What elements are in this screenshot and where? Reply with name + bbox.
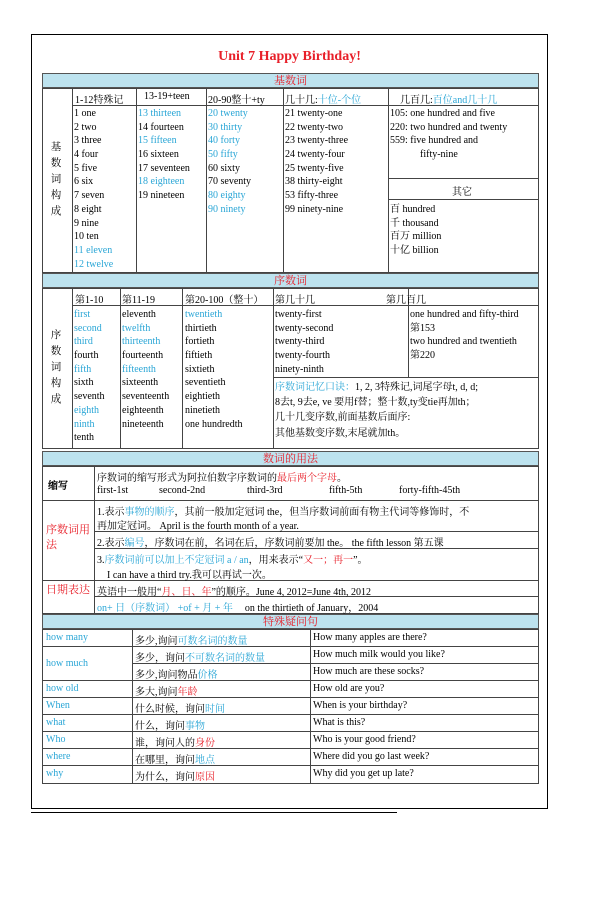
qword-who: Who: [46, 734, 66, 745]
cardinal-col-4: [285, 107, 348, 217]
list-item: twenty-third: [275, 336, 325, 348]
section-ordinal-header: 序数词: [42, 273, 539, 288]
list-item: 1 one: [74, 108, 96, 119]
list-item: ninth: [74, 418, 95, 430]
list-item: fortieth: [185, 336, 215, 348]
list-item: seventieth: [185, 377, 226, 389]
list-item: ninety-ninth: [275, 363, 324, 375]
list-item: fourteenth: [122, 350, 164, 362]
qword-why: why: [46, 768, 64, 779]
list-item: 22 twenty-two: [285, 121, 344, 133]
list-item: 第153: [410, 322, 435, 334]
date-label: 日期表达: [46, 584, 90, 596]
ordinal-header-4: 第几十几: [275, 295, 315, 306]
question-en: How old are you?: [313, 683, 385, 694]
ordinal-col-2: [122, 308, 169, 431]
abbr-label: 缩写: [48, 481, 68, 492]
question-cn: 多少，询问不可数名词的数量: [135, 653, 265, 664]
list-item: 8 eight: [74, 203, 102, 215]
question-en: How much milk would you like?: [313, 649, 445, 660]
list-item: 220: two hundred and twenty: [390, 121, 508, 133]
rule-2: 2.表示编号，序数词在前，名词在后，序数词前要加 the。 the fifth lesson 第五课: [97, 538, 444, 549]
list-item: thirtieth: [185, 322, 217, 334]
list-item: 3 three: [74, 135, 102, 147]
memo-line-4: 其他基数变序数,末尾就加th。: [275, 427, 406, 439]
question-cn: 多少,询问可数名词的数量: [135, 636, 248, 647]
ordinal-header-5: 第几百几: [386, 295, 426, 306]
list-item: one hundred and fifty-third: [410, 309, 519, 320]
list-item: tenth: [74, 432, 94, 444]
list-item: 53 fifty-three: [285, 190, 339, 202]
list-item: 10 ten: [74, 231, 99, 243]
cardinal-header-5: 几百几:百位and几十几: [400, 95, 498, 106]
qword-when: When: [46, 700, 70, 711]
ordinal-col-5: [410, 308, 519, 363]
list-item: sixth: [74, 377, 94, 389]
list-item: 40 forty: [208, 135, 240, 147]
list-item: eleventh: [122, 309, 156, 320]
memo-line-3: 几十几变序数,前面基数后面序:: [275, 412, 411, 424]
list-item: 7 seven: [74, 190, 105, 202]
question-cn: 多大,询问年龄: [135, 687, 198, 698]
cardinal-header-4: 几十几:十位-个位: [285, 95, 362, 106]
cardinal-side-label: 基 数 词 构 成: [50, 142, 62, 217]
list-item: fifty-nine: [420, 149, 458, 161]
list-item: 24 twenty-four: [285, 149, 345, 161]
qword-what: what: [46, 717, 66, 728]
qword-where: where: [46, 751, 71, 762]
qword-how-much: how much: [46, 658, 88, 669]
qword-how-many: how many: [46, 632, 88, 643]
list-item: 30 thirty: [208, 121, 243, 133]
list-item: fifth: [74, 363, 92, 375]
ordinal-header-1: 第1-10: [75, 295, 104, 306]
date-pattern: on+ 日（序数词） +of + 月 + 年 on the thirtieth of January，2004: [97, 603, 379, 614]
question-cn: 什么，询问事物: [135, 721, 205, 732]
list-item: 21 twenty-one: [285, 108, 343, 119]
list-item: sixtieth: [185, 363, 215, 375]
list-item: 23 twenty-three: [285, 135, 349, 147]
list-item: 百 hundred: [390, 204, 436, 215]
rule-3: 3.序数词前可以加上不定冠词 a / an，用来表示“又一；再一”。: [97, 555, 368, 566]
question-cn: 什么时候，询问时间: [135, 704, 225, 715]
list-item: 60 sixty: [208, 162, 240, 174]
rule-3-example: I can have a third try.我可以再试一次。: [107, 570, 272, 581]
section-cardinal-header: 基数词: [42, 73, 539, 88]
list-item: two hundred and twentieth: [410, 336, 517, 348]
question-en: Who is your good friend?: [313, 734, 416, 745]
cardinal-other-list: [390, 203, 441, 258]
ordinal-usage-label: 序数词用法: [46, 524, 90, 551]
list-item: ninetieth: [185, 404, 220, 416]
list-item: 6 six: [74, 176, 94, 188]
list-item: 11 eleven: [74, 244, 113, 256]
list-item: 17 seventeen: [138, 162, 190, 174]
ordinal-memo: [275, 381, 478, 441]
list-item: 20 twenty: [208, 108, 248, 119]
list-item: nineteenth: [122, 418, 164, 430]
memo-line-2: 8去t, 9去e, ve 要用f替；整十数,ty变tie再加th；: [275, 396, 476, 408]
question-en: What is this?: [313, 717, 366, 728]
list-item: eightieth: [185, 391, 220, 403]
list-item: second: [74, 322, 102, 334]
cardinal-col-1: [74, 107, 113, 271]
list-item: 15 fifteen: [138, 135, 177, 147]
list-item: 第220: [410, 350, 435, 362]
list-item: 70 seventy: [208, 176, 252, 188]
question-en: Where did you go last week?: [313, 751, 430, 762]
list-item: 18 eighteen: [138, 176, 185, 188]
questions-table: [42, 629, 539, 784]
ordinal-col-1: [74, 308, 105, 445]
question-en: When is your birthday?: [313, 700, 408, 711]
question-en: Why did you get up late?: [313, 768, 414, 779]
list-item: eighteenth: [122, 404, 164, 416]
list-item: 38 thirty-eight: [285, 176, 343, 188]
list-item: fifteenth: [122, 363, 156, 375]
rule-1-cont: 再加定冠词。 April is the fourth month of a year.: [97, 521, 299, 532]
list-item: seventh: [74, 391, 105, 403]
list-item: 19 nineteen: [138, 190, 185, 202]
list-item: 50 fifty: [208, 149, 238, 161]
section-special-header: 特殊疑问句: [42, 614, 539, 629]
question-cn: 谁，询问人的身份: [135, 738, 215, 749]
list-item: 25 twenty-five: [285, 162, 344, 174]
ordinal-header-3: 第20-100（整十）: [185, 295, 264, 306]
worksheet-page: Unit 7 Happy Birthday! 基数词 基 数 词 构 成 1-12特殊记 13-19+teen 20-90整十+ty 几十几:十位-个位 几百几:百位and几十几 1 one 2 two 3 three 4 four 5 five 6 six 7 seven 8 eight 9 nine 10 ten 11 eleven 12 twelve 13 thirteen 14 fourteen 15 fifteen 16 sixteen 17 seventeen 18 eighteen 19 nineteen 20 twenty 30 thirty 40 forty 50 fifty 60 sixty 70 seventy 80 eighty 90 ninety 21 twenty-one 22 twenty-two 23 twenty-three 24 twenty-four 25 twenty-five 38 thirty-eight 53 fifty-three 99 ninety-nine 105: one hundred and five 220: two hundred and twenty 559: five hundred and fifty-nine 其它 百 hundred 千 thousand 百万 million 十亿 billion 序数词 序 数 词 构 成 第1-10 第11-19 第20-100（整十） 第几十几 第几百几 first second third fourth fifth sixth seventh eighth ninth tenth eleventh twelfth thirteenth fourteenth fifteenth sixteenth seventeenth eighteenth nineteenth twentieth thirtieth fortieth fiftieth sixtieth seventieth eightieth ninetieth one hundredth twenty-first twenty-second twenty-third twenty-fourth ninety-ninth one hundred and fifty-third 第153 two hundred and twentieth 第220 序数词记忆口诀：1, 2, 3特殊记,词尾字母t, d, d; 8去t, 9去e, ve 要用f替；整十数,ty变tie再加th； 几十几变序数,前面基数后面序: 其他基数变序数,末尾就加th。 数词的用法 缩写 序数词的缩写形式为阿拉伯数字序数词的最后两个字母。 first-1st second-2nd third-3rd fifth-5th forty-fifth-45th 序数词用法 1.表示事物的顺序，其前一般加定冠词 the，但当序数词前面有物主代词等修饰时，不 再加定冠词。 April is the fourth month of a year. 2.表示编号，序数词在前，名词在后，序数词前要加 the。 the fifth lesson 第五课 3.序数词前可以加上不定冠词 a / an，用来表示“又一；再一”。 I can have a third try.我可以再试一次。 日期表达 英语中一般用“月、日、年”的顺序。June 4, 2012=June 4th, 2012 on+ 日（序数词） +of + 月 + 年 on the thirtieth of January，2004 特殊疑问句 how many 多少,询问可数名词的数量 How many apples are there? how much 多少，询问不可数名词的数量 How much milk would you like? 多少,询问物品价格 How much are these socks? how old 多大,询问年龄 How old are you? When 什么时候，询问时间 When is your birthday? what 什么，询问事物 What is this? Who 谁，询问人的身份 Who is your good friend? where 在哪里，询问地点 Where did you go last week? why 为什么，询问原因 Why did you get up late?: [31, 34, 548, 809]
page-title: Unit 7 Happy Birthday!: [218, 49, 361, 64]
memo-line-1: 序数词记忆口诀：1, 2, 3特殊记,词尾字母t, d, d;: [275, 382, 479, 393]
list-item: twentieth: [185, 309, 223, 320]
list-item: one hundredth: [185, 418, 243, 430]
list-item: 9 nine: [74, 217, 99, 229]
list-item: 十亿 billion: [390, 245, 439, 257]
list-item: 80 eighty: [208, 190, 246, 202]
list-item: twenty-fourth: [275, 350, 330, 362]
list-item: fiftieth: [185, 350, 213, 362]
rule-1: 1.表示事物的顺序，其前一般加定冠词 the，但当序数词前面有物主代词等修饰时，不: [97, 507, 470, 518]
list-item: 12 twelve: [74, 258, 114, 270]
ordinal-col-3: [185, 308, 243, 431]
list-item: seventeenth: [122, 391, 170, 403]
ordinal-side-label: 序 数 词 构 成: [50, 330, 62, 405]
list-item: 百万 million: [390, 231, 442, 243]
list-item: fourth: [74, 350, 99, 362]
ordinal-header-2: 第11-19: [122, 295, 155, 306]
list-item: 99 ninety-nine: [285, 203, 344, 215]
question-en: How many apples are there?: [313, 632, 427, 643]
list-item: twenty-first: [275, 309, 322, 320]
list-item: twenty-second: [275, 322, 334, 334]
section-usage-header: 数词的用法: [42, 451, 539, 466]
question-cn: 多少,询问物品价格: [135, 670, 218, 681]
ordinal-col-4: [275, 308, 333, 376]
list-item: thirteenth: [122, 336, 161, 348]
qword-how-old: how old: [46, 683, 79, 694]
list-item: 14 fourteen: [138, 121, 184, 133]
list-item: 16 sixteen: [138, 149, 179, 161]
cardinal-header-1: 1-12特殊记: [75, 95, 124, 106]
list-item: eighth: [74, 404, 99, 416]
list-item: 2 two: [74, 121, 97, 133]
cardinal-other-label: 其它: [452, 187, 472, 198]
list-item: 90 ninety: [208, 203, 246, 215]
list-item: 千 thousand: [390, 217, 439, 229]
question-cn: 为什么，询问原因: [135, 772, 215, 783]
list-item: 13 thirteen: [138, 108, 182, 119]
cardinal-col-5: [390, 107, 507, 162]
list-item: 105: one hundred and five: [390, 108, 495, 119]
footer-rule: [31, 812, 397, 813]
list-item: 4 four: [74, 149, 99, 161]
list-item: 5 five: [74, 162, 98, 174]
list-item: twelfth: [122, 322, 151, 334]
list-item: 559: five hundred and: [390, 135, 479, 147]
list-item: sixteenth: [122, 377, 159, 389]
list-item: third: [74, 336, 93, 348]
question-cn: 在哪里，询问地点: [135, 755, 215, 766]
list-item: first: [74, 309, 91, 320]
cardinal-col-3: [208, 107, 251, 217]
abbr-text: 序数词的缩写形式为阿拉伯数字序数词的最后两个字母。: [97, 473, 347, 484]
cardinal-header-2: 13-19+teen: [144, 91, 190, 102]
question-en: How much are these socks?: [313, 666, 425, 677]
cardinal-header-3: 20-90整十+ty: [208, 95, 265, 106]
cardinal-col-2: [138, 107, 190, 203]
date-rule: 英语中一般用“月、日、年”的顺序。June 4, 2012=June 4th, 2012: [97, 587, 371, 598]
